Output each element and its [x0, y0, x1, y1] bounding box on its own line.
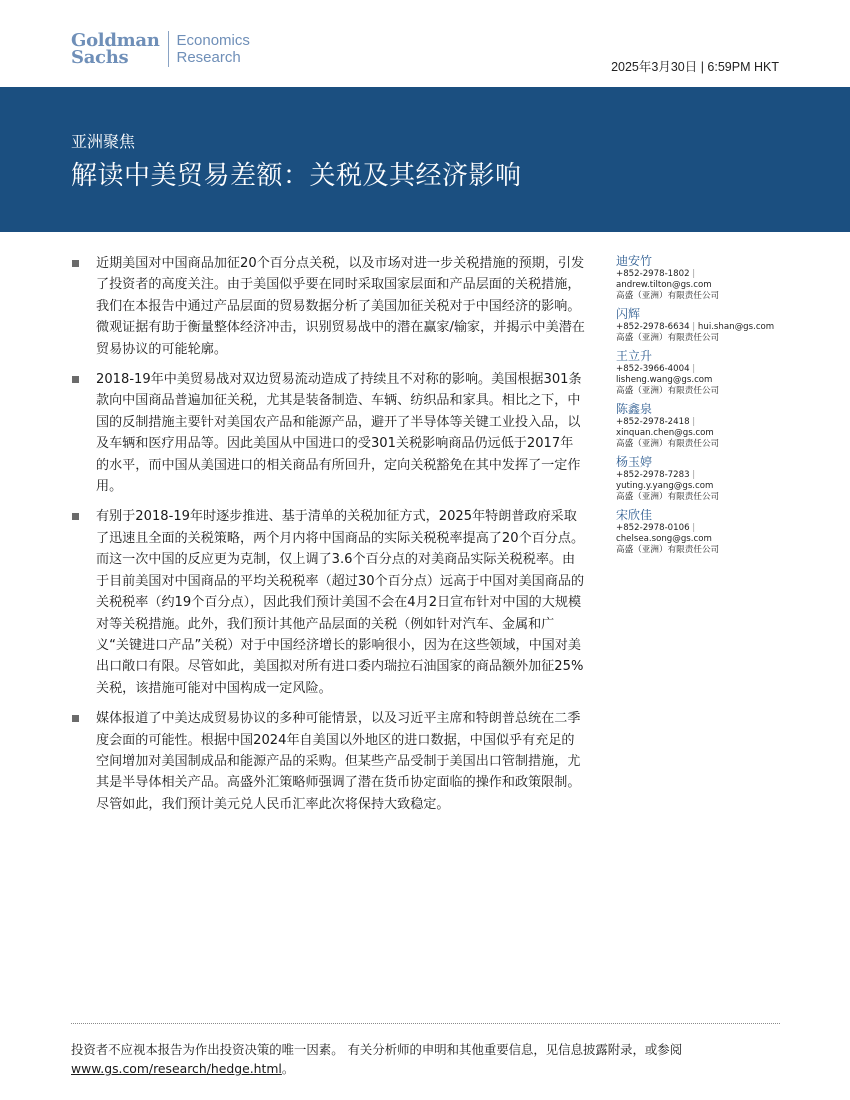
author-card: 王立升 +852-3966-4004 | lisheng.wang@gs.com 高盛（亚洲）有限责任公司: [616, 348, 796, 397]
author-firm: 高盛（亚洲）有限责任公司: [616, 333, 720, 343]
disclosure-suffix: 。: [281, 1061, 295, 1076]
author-card: 迪安竹 +852-2978-1802 | andrew.tilton@gs.com 高盛（亚洲）有限责任公司: [616, 253, 796, 302]
author-card: 陈鑫泉 +852-2978-2418 | xinquan.chen@gs.com 高盛（亚洲）有限责任公司: [616, 401, 796, 450]
goldman-sachs-logo: [71, 31, 250, 67]
author-firm: 高盛（亚洲）有限责任公司: [616, 492, 720, 502]
summary-bullets: [71, 253, 586, 824]
bullet-item: 2018-19年中美贸易战对双边贸易流动造成了持续且不对称的影响。美国根据301条款向中国商品普遍加征关税，尤其是装备制造、车辆、纺织品和家具。相比之下，中国的反制措施主要针对美国农产品和能源产品，避开了半导体等关键工业投入品，以及车辆和医疗用品等。因此美国从中国进口的受301关税影响商品仍远低于2017年的水平，而中国从美国进口的相关商品有所回升，定向关税豁免在其中发挥了一定作用。: [71, 369, 586, 497]
author-firm: 高盛（亚洲）有限责任公司: [616, 291, 720, 301]
series-name: 亚洲聚焦: [71, 132, 136, 151]
author-name: 王立升: [616, 349, 653, 363]
author-name: 宋欣佳: [616, 508, 653, 522]
title-banner: [0, 87, 850, 232]
author-email[interactable]: xinquan.chen@gs.com: [616, 428, 714, 438]
author-email[interactable]: andrew.tilton@gs.com: [616, 280, 712, 290]
author-name: 闪辉: [616, 307, 641, 321]
bullet-item: 媒体报道了中美达成贸易协议的多种可能情景，以及习近平主席和特朗普总统在二季度会面的可能性。根据中国2024年自美国以外地区的进口数据，中国似乎有充足的空间增加对美国制成品和能源产品的采购。但某些产品受制于美国出口管制措施，尤其是半导体相关产品。高盛外汇策略师强调了潜在货币协定面临的操作和政策限制。尽管如此，我们预计美元兑人民币汇率此次将保持大致稳定。: [71, 708, 586, 815]
author-card: 杨玉婷 +852-2978-7283 | yuting.y.yang@gs.com 高盛（亚洲）有限责任公司: [616, 454, 796, 503]
logo-divider: [168, 31, 169, 67]
square-bullet-icon: [72, 715, 79, 722]
author-list: [616, 253, 796, 560]
author-phone: +852-2978-0106: [616, 523, 690, 533]
author-phone: +852-2978-2418: [616, 417, 690, 427]
author-name: 迪安竹: [616, 254, 653, 268]
author-email[interactable]: chelsea.song@gs.com: [616, 534, 712, 544]
disclosure-link[interactable]: www.gs.com/research/hedge.html: [71, 1061, 282, 1076]
author-firm: 高盛（亚洲）有限责任公司: [616, 386, 720, 396]
square-bullet-icon: [72, 513, 79, 520]
author-firm: 高盛（亚洲）有限责任公司: [616, 545, 720, 555]
report-date: 2025年3月30日 | 6:59PM HKT: [611, 60, 779, 74]
bullet-item: 近期美国对中国商品加征20个百分点关税，以及市场对进一步关税措施的预期，引发了投资者的高度关注。由于美国似乎要在同时采取国家层面和产品层面的关税措施，我们在本报告中通过产品层面的贸易数据分析了美国加征关税对于中国经济的影响。微观证据有助于衡量整体经济冲击，识别贸易战中的潜在赢家/输家，并揭示中美潜在贸易协议的可能轮廓。: [71, 253, 586, 360]
author-firm: 高盛（亚洲）有限责任公司: [616, 439, 720, 449]
author-phone: +852-2978-6634: [616, 322, 690, 332]
division-name: Economics Research: [176, 32, 250, 66]
author-card: 宋欣佳 +852-2978-0106 | chelsea.song@gs.com 高盛（亚洲）有限责任公司: [616, 507, 796, 556]
square-bullet-icon: [72, 260, 79, 267]
footer-divider: [71, 1023, 780, 1024]
author-email[interactable]: hui.shan@gs.com: [697, 322, 775, 332]
author-phone: +852-2978-1802: [616, 269, 690, 279]
report-title: 解读中美贸易差额：关税及其经济影响: [71, 161, 522, 191]
author-phone: +852-3966-4004: [616, 364, 690, 374]
author-email[interactable]: lisheng.wang@gs.com: [616, 375, 713, 385]
author-card: 闪辉 +852-2978-6634 | hui.shan@gs.com 高盛（亚洲）有限责任公司: [616, 306, 796, 344]
disclosure-footer: [71, 1040, 780, 1078]
logo-wordmark: Goldman Sachs: [71, 30, 160, 68]
bullet-item: 有别于2018-19年时逐步推进、基于清单的关税加征方式，2025年特朗普政府采取了迅速且全面的关税策略，两个月内将中国商品的实际关税税率提高了20个百分点。而这一次中国的反应更为克制，仅上调了3.6个百分点的对美商品实际关税税率。由于目前美国对中国商品的平均关税税率（超过30个百分点）远高于中国对美国商品的关税税率（约19个百分点），因此我们预计美国不会在4月2日宣布针对中国的大规模对等关税措施。此外，我们预计其他产品层面的关税（例如针对汽车、金属和广义“关键进口产品”关税）对于中国经济增长的影响很小，因为在这些领域，中国对美出口敞口有限。尽管如此，美国拟对所有进口委内瑞拉石油国家的商品额外加征25%关税，该措施可能对中国构成一定风险。: [71, 506, 586, 699]
author-name: 陈鑫泉: [616, 402, 653, 416]
author-name: 杨玉婷: [616, 455, 653, 469]
author-phone: +852-2978-7283: [616, 470, 690, 480]
disclosure-text: 投资者不应视本报告为作出投资决策的唯一因素。 有关分析师的申明和其他重要信息，见信息披露附录，或参阅: [71, 1042, 683, 1057]
author-email[interactable]: yuting.y.yang@gs.com: [616, 481, 714, 491]
square-bullet-icon: [72, 376, 79, 383]
